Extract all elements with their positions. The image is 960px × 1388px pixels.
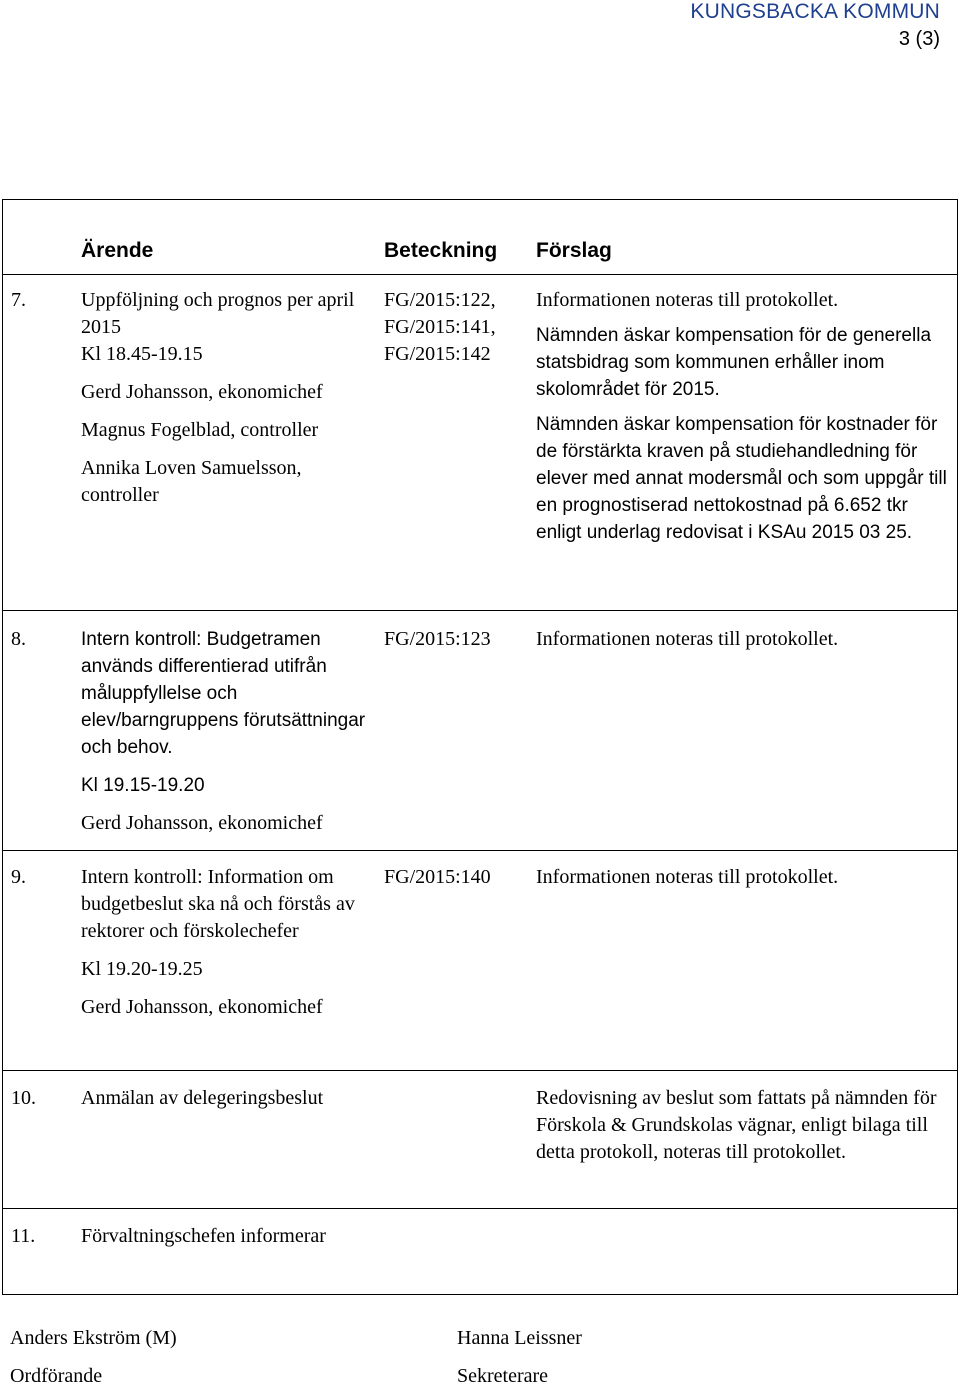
item-proposal: Nämnden äskar kompensation för de generella statsbidrag som kommunen erhåller inom skolområdet för 2015. [536, 325, 932, 400]
item-proposal: Informationen noteras till protokollet. [536, 289, 839, 311]
agenda-table [2, 199, 958, 1295]
item-reference: FG/2015:122, FG/2015:141, FG/2015:142 [384, 275, 536, 611]
item-number: 9. [3, 851, 82, 1071]
item-presenter: Gerd Johansson, ekonomichef [81, 381, 323, 403]
item-time: Kl 19.15-19.20 [81, 775, 205, 796]
table-header-row [3, 200, 958, 275]
item-title: Uppföljning och prognos per april 2015 [81, 289, 355, 338]
item-presenter: Annika Loven Samuelsson, controller [81, 457, 302, 506]
item-reference: FG/2015:123 [384, 611, 536, 851]
item-proposal: Redovisning av beslut som fattats på nämnden för Förskola & Grundskolas vägnar, enligt bilaga till detta protokoll, noteras till protokollet. [536, 1087, 937, 1163]
chair-role: Ordförande [10, 1365, 103, 1387]
column-header-forslag: Förslag [536, 239, 612, 262]
item-proposal: Informationen noteras till protokollet. [536, 628, 839, 650]
item-time: Kl 19.20-19.25 [81, 958, 203, 980]
item-number: 10. [3, 1071, 82, 1209]
item-title: Förvaltningschefen informerar [81, 1209, 384, 1295]
item-presenter: Magnus Fogelblad, controller [81, 419, 319, 441]
item-reference [384, 1071, 536, 1209]
table-row [3, 275, 958, 611]
page-number: 3 (3) [898, 28, 940, 50]
item-number: 8. [3, 611, 82, 851]
column-header-beteckning: Beteckning [384, 239, 498, 262]
secretary-role: Sekreterare [457, 1365, 549, 1387]
column-header-arende: Ärende [81, 239, 154, 262]
table-row [3, 851, 958, 1071]
table-row [3, 1071, 958, 1209]
table-row [3, 1209, 958, 1295]
item-reference: FG/2015:140 [384, 851, 536, 1071]
item-title: Intern kontroll: Budgetramen används differentierad utifrån måluppfyllelse och elev/barngruppens förutsättningar och behov. [81, 629, 366, 758]
item-proposal: Nämnden äskar kompensation för kostnader för de förstärkta kraven på studiehandledning för elever med annat modersmål och som uppgår till en prognostiserad nettokostnad på 6.652 tkr enligt underlag redovisat i KSAu 2015 03 25. [536, 414, 947, 543]
item-presenter: Gerd Johansson, ekonomichef [81, 812, 323, 834]
secretary-name: Hanna Leissner [457, 1327, 582, 1349]
chair-name: Anders Ekström (M) [10, 1327, 177, 1349]
item-proposal: Informationen noteras till protokollet. [536, 866, 839, 888]
item-time: Kl 18.45-19.15 [81, 343, 203, 365]
table-row [3, 611, 958, 851]
item-presenter: Gerd Johansson, ekonomichef [81, 996, 323, 1018]
item-number: 7. [3, 275, 82, 611]
item-title: Anmälan av delegeringsbeslut [81, 1071, 384, 1209]
organization-name: KUNGSBACKA KOMMUN [690, 0, 940, 23]
item-title: Intern kontroll: Information om budgetbeslut ska nå och förstås av rektorer och förskolechefer [81, 866, 355, 942]
item-number: 11. [3, 1209, 82, 1295]
